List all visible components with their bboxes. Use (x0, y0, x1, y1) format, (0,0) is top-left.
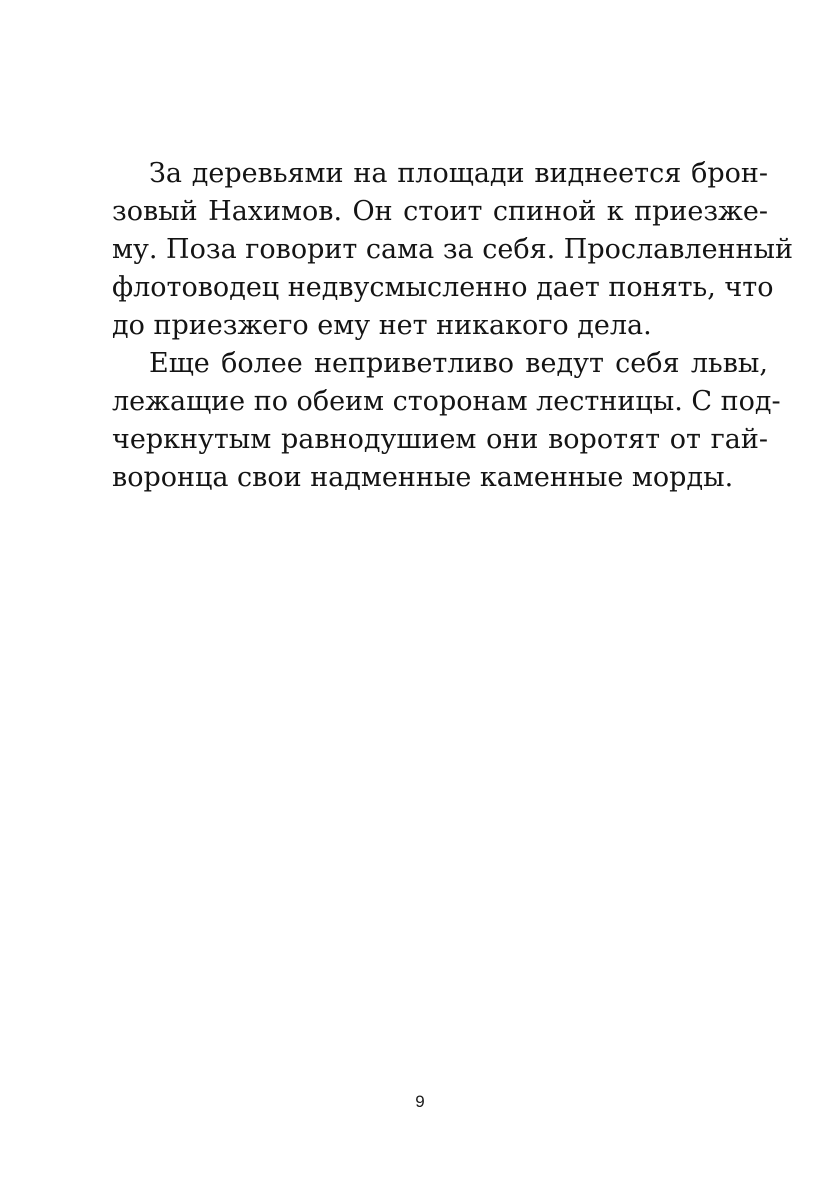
paragraph-2 (112, 345, 781, 497)
text-line: му. Поза говорит сама за себя. Прославленный (112, 234, 794, 265)
text-line: Еще более неприветливо ведут себя львы, (149, 348, 768, 379)
text-line: черкнутым равнодушием они воротят от гай- (112, 424, 768, 455)
page-number: 9 (415, 1092, 425, 1111)
text-line: флотоводец недвусмысленно дает понять, что (112, 272, 774, 303)
text-line: За деревьями на площади виднеется брон- (149, 158, 768, 189)
text-line: воронца свои надменные каменные морды. (112, 462, 734, 493)
paragraph-1 (112, 155, 794, 345)
text-line: лежащие по обеим сторонам лестницы. С под- (112, 386, 781, 417)
text-line: до приезжего ему нет никакого дела. (112, 310, 652, 341)
text-line: зовый Нахимов. Он стоит спиной к приезже- (112, 196, 768, 227)
body-text (112, 155, 794, 497)
